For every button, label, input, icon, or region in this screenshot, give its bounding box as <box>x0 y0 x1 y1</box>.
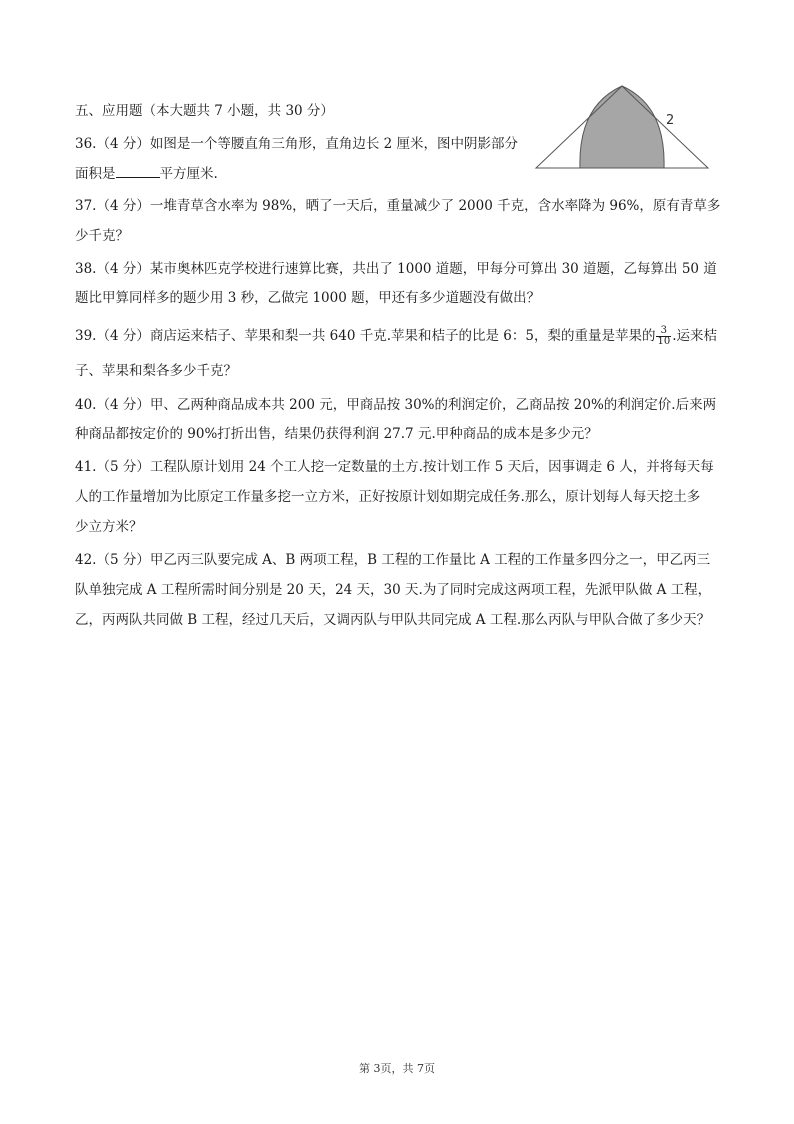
answer-blank <box>116 163 160 178</box>
question-39-line-1 <box>75 326 717 347</box>
side-length-label: 2 <box>666 113 675 128</box>
question-41-line-2: 人的工作量增加为比原定工作量多挖一立方米，正好按原计划如期完成任务.那么，原计划每人每天挖土多 <box>75 489 701 505</box>
question-39-text-a: 39.（4 分）商店运来桔子、苹果和梨一共 640 千克.苹果和桔子的比是 6：5，梨的重量是苹果的 <box>75 328 656 344</box>
section-title: 五、应用题（本大题共 7 小题，共 30 分） <box>75 103 334 119</box>
question-36-text-b: 平方厘米. <box>159 166 218 182</box>
question-38-line-1: 38.（4 分）某市奥林匹克学校进行速算比赛，共出了 1000 道题，甲每分可算出 30 道题，乙每算出 50 道 <box>75 261 717 277</box>
triangle-figure <box>534 84 710 172</box>
question-42-line-3: 乙，丙两队共同做 B 工程，经过几天后，又调丙队与甲队共同完成 A 工程.那么丙队与甲队合做了多少天？ <box>75 612 711 628</box>
page-footer: 第 3页，共 7页 <box>359 1062 435 1075</box>
question-36-line-2 <box>75 163 218 184</box>
question-37-line-1: 37.（4 分）一堆青草含水率为 98%，晒了一天后，重量减少了 2000 千克，含水率降为 96%，原有青草多 <box>75 198 721 214</box>
fraction <box>656 326 671 347</box>
question-40-line-1: 40.（4 分）甲、乙两种商品成本共 200 元，甲商品按 30%的利润定价，乙商品按 20%的利润定价.后来两 <box>75 397 717 413</box>
fraction-numerator: 3 <box>656 326 671 337</box>
question-36-line-1: 36.（4 分）如图是一个等腰直角三角形，直角边长 2 厘米，图中阴影部分 <box>75 136 519 152</box>
question-41-line-3: 少立方米？ <box>75 519 143 535</box>
question-37-line-2: 少千克？ <box>75 228 129 244</box>
question-39-text-b: .运来桔 <box>672 328 717 344</box>
question-36-text-a: 面积是 <box>75 166 116 182</box>
shaded-lens <box>580 86 664 168</box>
question-41-line-1: 41.（5 分）工程队原计划用 24 个工人挖一定数量的土方.按计划工作 5 天后，因事调走 6 人，并将每天每 <box>75 459 714 475</box>
question-38-line-2: 题比甲算同样多的题少用 3 秒，乙做完 1000 题，甲还有多少道题没有做出？ <box>75 290 541 306</box>
fraction-denominator: 10 <box>657 336 671 347</box>
question-42-line-1: 42.（5 分）甲乙丙三队要完成 A、B 两项工程，B 工程的工作量比 A 工程的工作量多四分之一，甲乙丙三 <box>75 552 711 568</box>
question-39-line-2: 子、苹果和梨各多少千克？ <box>75 363 237 379</box>
question-40-line-2: 种商品都按定价的 90%打折出售，结果仍获得利润 27.7 元.甲种商品的成本是多少元？ <box>75 426 598 442</box>
question-42-line-2: 队单独完成 A 工程所需时间分别是 20 天，24 天，30 天.为了同时完成这两项工程，先派甲队做 A 工程， <box>75 582 712 598</box>
